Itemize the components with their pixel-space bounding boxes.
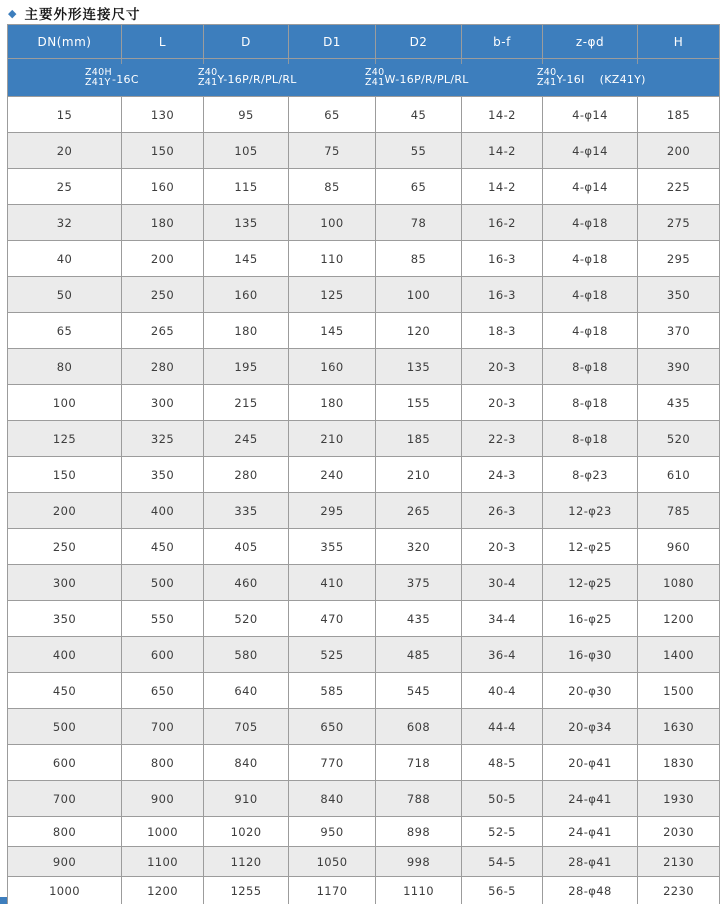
table-cell: 20	[8, 133, 122, 169]
table-cell: 34-4	[462, 601, 543, 637]
table-cell: 355	[289, 529, 376, 565]
table-cell: 785	[638, 493, 720, 529]
table-cell: 210	[376, 457, 462, 493]
model-label-1	[85, 68, 139, 88]
table-cell: 550	[122, 601, 204, 637]
table-cell: 800	[122, 745, 204, 781]
table-cell: 4-φ18	[543, 241, 638, 277]
model-note: (KZ41Y)	[599, 73, 646, 86]
model-header-cell	[8, 59, 720, 97]
table-row	[8, 673, 720, 709]
table-cell: 160	[289, 349, 376, 385]
table-cell: 2130	[638, 847, 720, 877]
table-row	[8, 709, 720, 745]
table-cell: 1255	[204, 877, 289, 904]
table-row	[8, 205, 720, 241]
table-cell: 14-2	[462, 97, 543, 133]
table-cell: 1630	[638, 709, 720, 745]
model-stack	[85, 68, 112, 88]
table-cell: 910	[204, 781, 289, 817]
table-cell: 185	[376, 421, 462, 457]
table-cell: 500	[8, 709, 122, 745]
table-cell: 295	[289, 493, 376, 529]
diamond-bullet-icon: ◆	[8, 6, 17, 20]
table-row	[8, 817, 720, 847]
table-cell: 16-2	[462, 205, 543, 241]
table-cell: 950	[289, 817, 376, 847]
table-cell: 520	[204, 601, 289, 637]
table-cell: 280	[122, 349, 204, 385]
table-cell: 48-5	[462, 745, 543, 781]
table-cell: 350	[122, 457, 204, 493]
table-cell: 32	[8, 205, 122, 241]
table-cell: 400	[122, 493, 204, 529]
table-cell: 4-φ14	[543, 97, 638, 133]
page-title-text: 主要外形连接尺寸	[24, 7, 141, 23]
table-cell: 16-φ30	[543, 637, 638, 673]
table-cell: 275	[638, 205, 720, 241]
table-cell: 250	[122, 277, 204, 313]
table-cell: 200	[638, 133, 720, 169]
divider-stub	[375, 59, 376, 64]
table-cell: 800	[8, 817, 122, 847]
table-cell: 900	[122, 781, 204, 817]
table-cell: 545	[376, 673, 462, 709]
model-stack	[365, 68, 385, 88]
table-cell: 115	[204, 169, 289, 205]
table-cell: 50-5	[462, 781, 543, 817]
table-cell: 20-3	[462, 385, 543, 421]
table-cell: 4-φ18	[543, 313, 638, 349]
table-cell: 135	[376, 349, 462, 385]
table-cell: 125	[8, 421, 122, 457]
table-cell: 100	[8, 385, 122, 421]
table-cell: 705	[204, 709, 289, 745]
table-row	[8, 349, 720, 385]
table-cell: 8-φ18	[543, 421, 638, 457]
table-row	[8, 457, 720, 493]
model-stack	[537, 68, 557, 88]
table-cell: 105	[204, 133, 289, 169]
table-cell: 8-φ23	[543, 457, 638, 493]
table-row	[8, 847, 720, 877]
table-cell: 435	[376, 601, 462, 637]
divider-stub	[542, 59, 543, 64]
table-cell: 65	[376, 169, 462, 205]
table-cell: 1500	[638, 673, 720, 709]
table-row	[8, 529, 720, 565]
table-cell: 85	[289, 169, 376, 205]
table-cell: 600	[122, 637, 204, 673]
table-cell: 20-φ34	[543, 709, 638, 745]
table-cell: 840	[204, 745, 289, 781]
table-cell: 36-4	[462, 637, 543, 673]
table-row	[8, 877, 720, 904]
table-cell: 55	[376, 133, 462, 169]
table-cell: 700	[122, 709, 204, 745]
model-top: Z40H	[85, 66, 112, 78]
table-cell: 250	[8, 529, 122, 565]
table-cell: 18-3	[462, 313, 543, 349]
table-row	[8, 313, 720, 349]
table-cell: 25	[8, 169, 122, 205]
table-cell: 110	[289, 241, 376, 277]
table-cell: 20-φ41	[543, 745, 638, 781]
table-cell: 155	[376, 385, 462, 421]
model-bottom: Z41	[537, 76, 557, 88]
table-cell: 15	[8, 97, 122, 133]
table-row	[8, 277, 720, 313]
table-cell: 180	[289, 385, 376, 421]
table-row	[8, 385, 720, 421]
table-cell: 14-2	[462, 169, 543, 205]
table-cell: 240	[289, 457, 376, 493]
table-cell: 180	[204, 313, 289, 349]
divider-stub	[121, 59, 122, 64]
table-cell: 265	[122, 313, 204, 349]
table-cell: 24-φ41	[543, 781, 638, 817]
table-cell: 610	[638, 457, 720, 493]
model-bottom: Z41	[365, 76, 385, 88]
model-label-3	[365, 68, 469, 88]
table-cell: 100	[289, 205, 376, 241]
table-cell: 435	[638, 385, 720, 421]
table-cell: 375	[376, 565, 462, 601]
column-header-d2: D2	[376, 25, 462, 59]
column-header-d1: D1	[289, 25, 376, 59]
table-cell: 300	[8, 565, 122, 601]
table-cell: 450	[122, 529, 204, 565]
table-cell: 4-φ18	[543, 205, 638, 241]
divider-stub	[288, 59, 289, 64]
table-cell: 65	[8, 313, 122, 349]
table-cell: 210	[289, 421, 376, 457]
table-cell: 265	[376, 493, 462, 529]
table-cell: 390	[638, 349, 720, 385]
table-cell: 16-3	[462, 241, 543, 277]
table-cell: 350	[638, 277, 720, 313]
divider-stub	[461, 59, 462, 64]
table-cell: 718	[376, 745, 462, 781]
table-cell: 75	[289, 133, 376, 169]
table-cell: 350	[8, 601, 122, 637]
table-cell: 54-5	[462, 847, 543, 877]
table-cell: 1170	[289, 877, 376, 904]
table-row	[8, 637, 720, 673]
table-cell: 280	[204, 457, 289, 493]
table-cell: 22-3	[462, 421, 543, 457]
model-suffix: -16C	[111, 73, 139, 86]
table-cell: 300	[122, 385, 204, 421]
table-cell: 1000	[8, 877, 122, 904]
table-cell: 100	[376, 277, 462, 313]
model-suffix: W-16P/R/PL/RL	[384, 73, 469, 86]
divider-stub	[203, 59, 204, 64]
table-cell: 460	[204, 565, 289, 601]
model-suffix: Y-16P/R/PL/RL	[217, 73, 297, 86]
table-cell: 525	[289, 637, 376, 673]
table-cell: 44-4	[462, 709, 543, 745]
column-header-dn: DN(mm)	[8, 25, 122, 59]
table-cell: 900	[8, 847, 122, 877]
table-cell: 1400	[638, 637, 720, 673]
table-cell: 770	[289, 745, 376, 781]
table-cell: 2030	[638, 817, 720, 847]
table-cell: 960	[638, 529, 720, 565]
table-cell: 470	[289, 601, 376, 637]
table-row	[8, 97, 720, 133]
table-cell: 608	[376, 709, 462, 745]
table-cell: 335	[204, 493, 289, 529]
table-cell: 1000	[122, 817, 204, 847]
table-cell: 1120	[204, 847, 289, 877]
table-cell: 150	[8, 457, 122, 493]
table-cell: 130	[122, 97, 204, 133]
table-body	[8, 97, 720, 904]
page-corner-mark	[0, 897, 7, 904]
table-row	[8, 241, 720, 277]
table-cell: 28-φ41	[543, 847, 638, 877]
table-cell: 700	[8, 781, 122, 817]
table-cell: 585	[289, 673, 376, 709]
table-cell: 78	[376, 205, 462, 241]
table-cell: 1050	[289, 847, 376, 877]
model-top: Z40	[365, 66, 385, 78]
model-header-row	[8, 59, 720, 97]
table-row	[8, 745, 720, 781]
model-bottom: Z41	[198, 76, 218, 88]
table-cell: 320	[376, 529, 462, 565]
table-cell: 640	[204, 673, 289, 709]
table-cell: 16-3	[462, 277, 543, 313]
table-cell: 500	[122, 565, 204, 601]
model-suffix: Y-16I	[556, 73, 585, 86]
table-cell: 245	[204, 421, 289, 457]
table-cell: 215	[204, 385, 289, 421]
table-cell: 8-φ18	[543, 349, 638, 385]
table-cell: 16-φ25	[543, 601, 638, 637]
table-cell: 370	[638, 313, 720, 349]
column-header-bf: b-f	[462, 25, 543, 59]
table-cell: 145	[289, 313, 376, 349]
table-cell: 160	[122, 169, 204, 205]
table-cell: 14-2	[462, 133, 543, 169]
table-cell: 400	[8, 637, 122, 673]
model-header-wrap	[8, 59, 719, 96]
table-cell: 1200	[638, 601, 720, 637]
table-cell: 898	[376, 817, 462, 847]
table-cell: 2230	[638, 877, 720, 904]
table-cell: 52-5	[462, 817, 543, 847]
table-cell: 1930	[638, 781, 720, 817]
model-label-2	[198, 68, 297, 88]
table-cell: 180	[122, 205, 204, 241]
model-stack	[198, 68, 218, 88]
table-header-row	[8, 25, 720, 59]
table-cell: 12-φ25	[543, 529, 638, 565]
column-header-d: D	[204, 25, 289, 59]
table-cell: 1110	[376, 877, 462, 904]
model-label-4	[537, 68, 646, 88]
table-cell: 40-4	[462, 673, 543, 709]
divider-stub	[637, 59, 638, 64]
table-cell: 998	[376, 847, 462, 877]
table-row	[8, 169, 720, 205]
table-cell: 788	[376, 781, 462, 817]
column-header-l: L	[122, 25, 204, 59]
table-cell: 1080	[638, 565, 720, 601]
table-cell: 485	[376, 637, 462, 673]
table-cell: 520	[638, 421, 720, 457]
table-cell: 24-φ41	[543, 817, 638, 847]
table-cell: 4-φ18	[543, 277, 638, 313]
table-cell: 20-φ30	[543, 673, 638, 709]
table-cell: 160	[204, 277, 289, 313]
column-header-zd: z-φd	[543, 25, 638, 59]
model-bottom: Z41Y	[85, 76, 111, 88]
table-cell: 200	[122, 241, 204, 277]
table-cell: 20-3	[462, 529, 543, 565]
table-cell: 410	[289, 565, 376, 601]
model-top: Z40	[198, 66, 218, 78]
table-cell: 450	[8, 673, 122, 709]
table-cell: 4-φ14	[543, 133, 638, 169]
table-cell: 28-φ48	[543, 877, 638, 904]
table-cell: 65	[289, 97, 376, 133]
table-cell: 26-3	[462, 493, 543, 529]
table-cell: 185	[638, 97, 720, 133]
table-cell: 295	[638, 241, 720, 277]
table-cell: 145	[204, 241, 289, 277]
table-row	[8, 421, 720, 457]
table-cell: 50	[8, 277, 122, 313]
table-cell: 40	[8, 241, 122, 277]
table-row	[8, 133, 720, 169]
table-cell: 125	[289, 277, 376, 313]
table-cell: 95	[204, 97, 289, 133]
model-top: Z40	[537, 66, 557, 78]
table-cell: 840	[289, 781, 376, 817]
table-cell: 650	[122, 673, 204, 709]
table-cell: 195	[204, 349, 289, 385]
table-cell: 325	[122, 421, 204, 457]
table-cell: 405	[204, 529, 289, 565]
table-cell: 225	[638, 169, 720, 205]
table-row	[8, 781, 720, 817]
table-cell: 4-φ14	[543, 169, 638, 205]
table-cell: 200	[8, 493, 122, 529]
table-cell: 45	[376, 97, 462, 133]
table-cell: 1020	[204, 817, 289, 847]
dimension-table	[7, 24, 720, 904]
table-cell: 12-φ23	[543, 493, 638, 529]
table-cell: 120	[376, 313, 462, 349]
table-cell: 600	[8, 745, 122, 781]
column-header-h: H	[638, 25, 720, 59]
table-cell: 56-5	[462, 877, 543, 904]
table-cell: 85	[376, 241, 462, 277]
table-cell: 8-φ18	[543, 385, 638, 421]
table-cell: 30-4	[462, 565, 543, 601]
table-row	[8, 601, 720, 637]
table-row	[8, 493, 720, 529]
table-cell: 1200	[122, 877, 204, 904]
table-cell: 80	[8, 349, 122, 385]
table-cell: 20-3	[462, 349, 543, 385]
table-cell: 135	[204, 205, 289, 241]
table-cell: 12-φ25	[543, 565, 638, 601]
table-cell: 1830	[638, 745, 720, 781]
table-row	[8, 565, 720, 601]
table-cell: 24-3	[462, 457, 543, 493]
table-cell: 580	[204, 637, 289, 673]
table-cell: 1100	[122, 847, 204, 877]
page-title	[8, 3, 140, 23]
table-cell: 150	[122, 133, 204, 169]
table-cell: 650	[289, 709, 376, 745]
